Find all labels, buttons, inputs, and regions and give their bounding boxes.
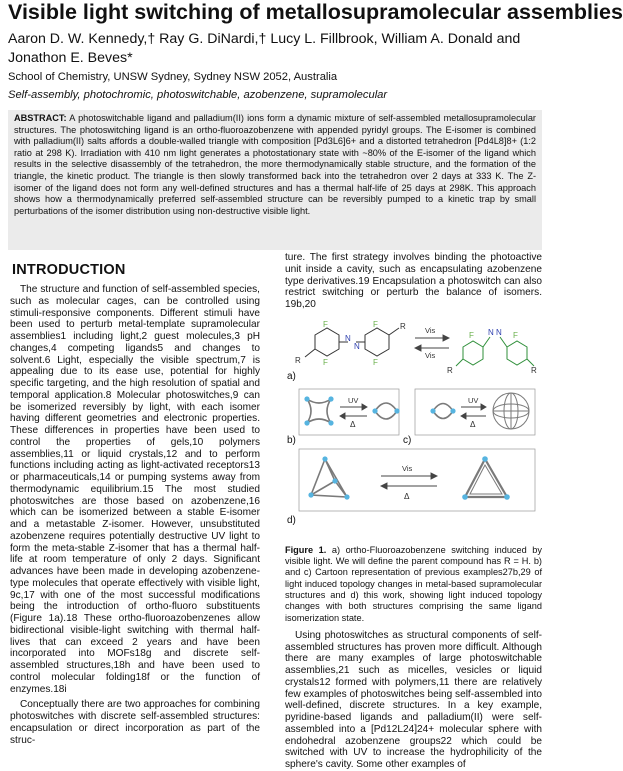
panel-d-label: d)	[287, 514, 296, 526]
atom-n-4: N	[496, 327, 502, 337]
panel-c-delta-label: Δ	[470, 419, 476, 429]
panel-d-arrows	[381, 473, 437, 489]
panel-b-label: b)	[287, 434, 296, 446]
atom-n-3: N	[488, 327, 494, 337]
abstract-box	[8, 110, 542, 250]
keywords: Self-assembly, photochromic, photoswitchable, azobenzene, supramolecular	[8, 89, 388, 101]
panel-c-arrows	[461, 404, 486, 419]
panel-c-lens-cage	[430, 403, 455, 418]
panel-c-label: c)	[403, 434, 412, 446]
atom-f-4: F	[373, 357, 378, 367]
atom-f-3: F	[373, 319, 378, 329]
figure-1-caption-text: a) ortho-Fluoroazobenzene switching induced by visible light. We will define the parent compound has R = H. b) and c) Cartoon representation of previous examples27b,29 of light induced topology changes in metal-based supramolecular structures and d) this work, showing light induced topology changes with both structures comprising the same ligand isomerization state.	[285, 544, 542, 623]
atom-f-1: F	[323, 319, 328, 329]
right-column	[285, 252, 542, 771]
panel-d-vis-label: Vis	[402, 463, 413, 473]
abstract-text: A photoswitchable ligand and palladium(II) ions form a dynamic mixture of self-assembled metallosupramolecular structures. The photoswitching ligand is an ortho-fluoroazobenzene with appended pyridyl groups. The E-isomer is combined with palladium(II) salts affords a double-walled triangle with composition [Pd3L6]6+ and a distorted tetrahedron [Pd4L8]8+ (1:2 ratio at 298 K). Irradiation with 410 nm light generates a photostationary state with ~80% of the E-isomer of the ligand which results in the selective disassembly of the tetrahedron, the more thermodynamically stable structure, and the formation of the triangle, the kinetic product. The triangle is then slowly transformed back into the tetrahedron over 2 days at 333 K. The Z-isomer of the ligand does not form any well-defined structures and has a thermal half-life of 25 days at 298K. This approach shows how a thermodynamically preferred self-assembled structure can be reversibly pumped to a kinetic trap by small perturbations of the isomer distribution using non-destructive visible light.	[14, 113, 536, 216]
e-isomer-structure	[305, 328, 399, 357]
atom-n-1: N	[345, 333, 351, 343]
panel-b-arrows	[340, 404, 367, 419]
figure-1	[285, 319, 542, 541]
right-paragraph-1: ture. The first strategy involves binding the photoactive unit inside a cavity, such as encapsulating azobenzene type derivatives.19 Encapsulation a photoswitch can also restrict switching or perturb the balance of isomers. 19b,20	[285, 252, 542, 310]
atom-f-6: F	[513, 330, 518, 340]
panel-c-uv-label: UV	[468, 395, 479, 405]
left-column	[10, 262, 260, 746]
panel-d-delta-label: Δ	[404, 491, 410, 501]
vis-label-reverse: Vis	[425, 350, 436, 360]
abstract-label: ABSTRACT:	[14, 113, 67, 123]
z-isomer-structure	[456, 337, 534, 366]
atom-n-2: N	[354, 341, 360, 351]
atom-f-5: F	[469, 330, 474, 340]
figure-1-caption	[285, 545, 542, 624]
atom-r-2: R	[400, 321, 406, 331]
author-list: Aaron D. W. Kennedy,† Ray G. DiNardi,† Lucy L. Fillbrook, William A. Donald and Jonathon E. Beves*	[8, 31, 521, 66]
panel-b-lens-cage	[372, 403, 399, 419]
panel-b-square-cage	[304, 396, 333, 425]
paper-title: Visible light switching of metallosupramolecular assemblies	[8, 0, 623, 24]
panel-b-uv-label: UV	[348, 395, 359, 405]
vis-label-forward: Vis	[425, 325, 436, 335]
figure-1-caption-label: Figure 1.	[285, 544, 327, 555]
affiliation: School of Chemistry, UNSW Sydney, Sydney NSW 2052, Australia	[8, 71, 338, 83]
panel-b-delta-label: Δ	[350, 419, 356, 429]
panel-d-triangle-cage	[462, 456, 510, 500]
right-paragraph-2: Using photoswitches as structural components of self-assembled structures has proven more difficult. Although there are many examples of large photoswitchable assemblies,21 such as micelles, vesicles or liquid crystals12 formed with polymers,11 there are relatively few examples of photoswitches being self-assembled into well-defined, discrete structures. In a key example, pyridine-based ligands and palladium(II) were self-assembled into a [Pd12L24]24+ molecular sphere with endohedral azobenzene groups22 which could be switched with UV to increase the hydrophilicity of the sphere's cavity. Some other examples of	[285, 629, 542, 771]
atom-r-4: R	[531, 365, 537, 375]
panel-c-sphere-cage	[493, 393, 529, 429]
intro-paragraph-1: The structure and function of self-assembled species, such as molecular cages, can be controlled using stimuli-responsive components. Different stimuli have been used to perturb metal-template supramolecular assemblies1 including light,2 guest molecules,3 pH changes,4 competing ligands5 and changes to solvent.6 Light, especially the visible spectrum,7 is appealing due to its ease use, potential for highly specific targeting, and the high resolution of spatial and temporal application.8 Molecular photoswitches,9 can be isomerized reversibly by light, with each isomer having different geometries and electronic properties. These differences in properties have been used to control the properties of gels,10 polymers assemblies,11 or liquid crystals,12 and to perform functions including acting as light-activated receptors13 or pharmaceuticals,14 or pumping systems away from thermodynamic equilibrium.15 The most studied photoswitches are those based on azobenzene,16 which can be isomerized between a stable E-isomer and a metastable Z-isomer. However, unsubstituted azobenzene requires potentially destructive UV light to form the meta-stable Z-isomer that has a thermal half-life at room temperature of only 2 days. Significant advances have been made in developing azobenzene-type molecules that operate effectively with visible light, 9c,17 with one of the most successful modifications being the introduction of ortho-fluoro substituents (Figure 1a).18 These ortho-fluoroazobenzenes allow bidirectional visible-light switching with thermal half-lives that can exceed 2 years and have been incorporated into MOFs18g and discrete self-assembled structures,18h and have been used to control molecular folding18f or the function of enzymes.18i	[10, 284, 260, 695]
intro-paragraph-2: Conceptually there are two approaches for combining photoswitches with discrete self-assembled structures: encapsulation or direct incorporation as part of the struc-	[10, 699, 260, 746]
atom-r-3: R	[447, 365, 453, 375]
introduction-heading: INTRODUCTION	[12, 262, 126, 278]
figure-1-graphic	[285, 319, 542, 541]
panel-a-label: a)	[287, 370, 296, 382]
atom-f-2: F	[323, 357, 328, 367]
atom-r-1: R	[295, 355, 301, 365]
z-isomer-atom-labels	[447, 328, 537, 375]
vis-switch-arrows	[415, 335, 449, 351]
panel-d-tetrahedron-cage	[308, 456, 349, 499]
